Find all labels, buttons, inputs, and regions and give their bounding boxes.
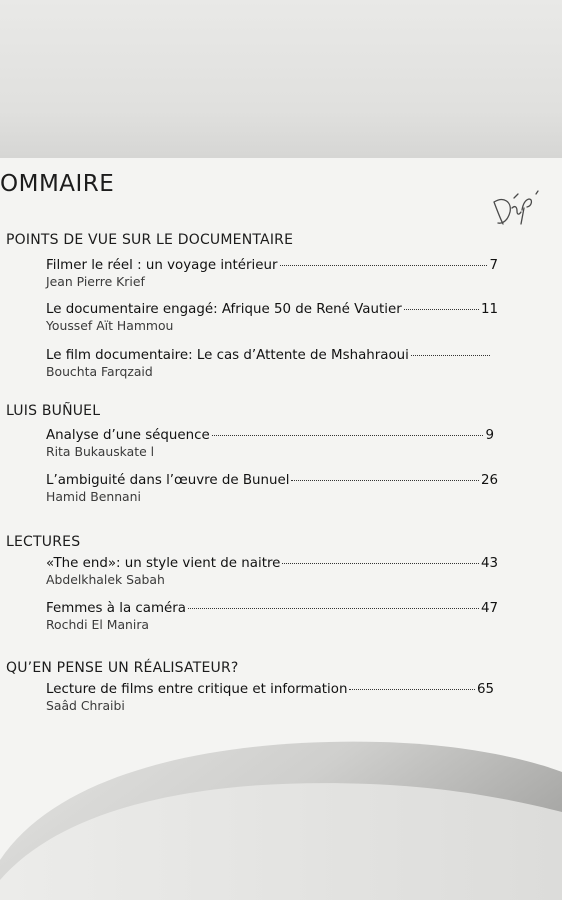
entry-title: L’ambiguité dans l’œuvre de Bunuel <box>46 473 290 488</box>
entry-author: Rochdi El Manira <box>46 617 150 632</box>
entry-author: Youssef Aït Hammou <box>46 318 174 333</box>
dot-leader <box>212 435 484 436</box>
entry-page-number: 43 <box>480 556 498 571</box>
section-heading: LUIS BUÑUEL <box>6 403 101 419</box>
page-title: OMMAIRE <box>0 171 115 197</box>
toc-entry[interactable] <box>46 348 492 379</box>
entry-title: «The end»: un style vient de naitre <box>46 556 281 571</box>
entry-title: Le film documentaire: Le cas d’Attente de Mshahraoui <box>46 348 409 363</box>
toc-entry[interactable] <box>46 428 494 459</box>
toc-entry[interactable] <box>46 258 498 289</box>
entry-page-number: 7 <box>489 258 498 273</box>
dot-leader <box>404 309 479 310</box>
toc-entry[interactable] <box>46 682 494 713</box>
dot-leader <box>188 608 479 609</box>
toc-entry[interactable] <box>46 473 498 504</box>
entry-title: Filmer le réel : un voyage intérieur <box>46 258 278 273</box>
entry-page-number: 26 <box>480 473 498 488</box>
dot-leader <box>291 480 478 481</box>
entry-author: Abdelkhalek Sabah <box>46 572 165 587</box>
section-heading: LECTURES <box>6 534 81 550</box>
entry-author: Hamid Bennani <box>46 489 141 504</box>
entry-page-number: 65 <box>476 682 494 697</box>
entry-title: Analyse d’une séquence <box>46 428 210 443</box>
entry-author: Jean Pierre Krief <box>46 274 145 289</box>
entry-page-number: 47 <box>480 601 498 616</box>
toc-entry[interactable] <box>46 302 498 333</box>
toc-entry[interactable] <box>46 601 498 632</box>
entry-page-number: 9 <box>485 428 494 443</box>
toc-entry[interactable] <box>46 556 498 587</box>
dot-leader <box>280 265 488 266</box>
entry-author: Rita Bukauskate l <box>46 444 155 459</box>
entry-title: Le documentaire engagé: Afrique 50 de René Vautier <box>46 302 402 317</box>
entry-title: Femmes à la caméra <box>46 601 186 616</box>
entry-author: Saâd Chraibi <box>46 698 125 713</box>
dot-leader <box>349 689 475 690</box>
section-heading: POINTS DE VUE SUR LE DOCUMENTAIRE <box>6 232 294 248</box>
entry-title: Lecture de films entre critique et information <box>46 682 348 697</box>
dot-leader <box>411 355 490 356</box>
entry-author: Bouchta Farqzaid <box>46 364 153 379</box>
dot-leader <box>282 563 479 564</box>
section-heading: QU’EN PENSE UN RÉALISATEUR? <box>6 660 239 676</box>
handwritten-signature <box>488 180 548 232</box>
entry-page-number: 11 <box>480 302 498 317</box>
